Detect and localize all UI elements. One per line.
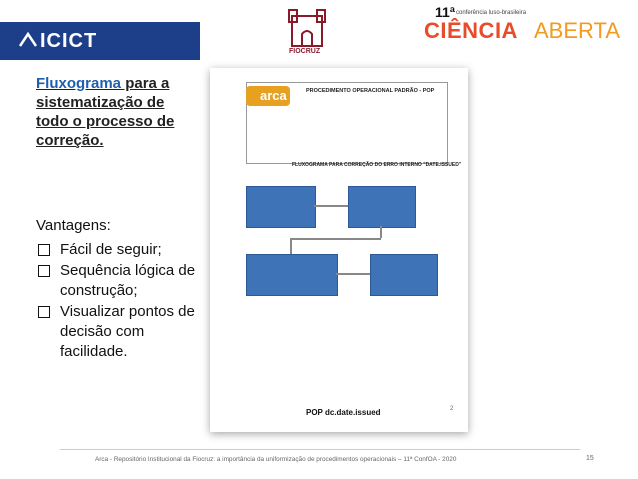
checkbox-bullet-icon (38, 306, 50, 318)
fiocruz-label: FIOCRUZ (289, 48, 321, 55)
flow-arrow (290, 238, 381, 240)
list-item-text: Sequência lógica de construção; (60, 262, 196, 299)
document-title: PROCEDIMENTO OPERACIONAL PADRÃO - POP (306, 88, 435, 94)
slide-page-number: 15 (586, 455, 594, 462)
flow-arrow (314, 205, 348, 207)
slide-title (36, 74, 196, 150)
checkbox-bullet-icon (38, 244, 50, 256)
conference-number: 11ª (435, 4, 455, 20)
document-preview (210, 68, 468, 432)
list-item-text: Visualizar pontos de decisão com facilidade. (60, 303, 195, 360)
advantages-list (36, 240, 206, 363)
title-rest: para a sistematização de todo o processo de correção. (36, 75, 175, 149)
flow-arrow (380, 226, 382, 238)
flow-arrow (290, 238, 292, 254)
list-item-text: Fácil de seguir; (60, 241, 162, 258)
arca-logo-text: arca (260, 88, 287, 103)
advantages-heading: Vantagens: (36, 217, 111, 234)
flow-box-4 (370, 254, 438, 296)
flow-box-1 (246, 186, 316, 228)
document-page-number: 2 (450, 406, 454, 412)
flowchart-heading: FLUXOGRAMA PARA CORREÇÃO DO ERRO INTERNO "DATE.ISSUED" (292, 162, 462, 168)
list-item (36, 261, 206, 301)
conference-subtitle: conferência luso-brasileira (456, 10, 527, 16)
conference-word-ciencia: CIÊNCIA (424, 18, 518, 43)
flow-box-2 (348, 186, 416, 228)
flow-box-3 (246, 254, 338, 296)
footer-text: Arca - Repositório Institucional da Fiocruz: a importância da uniformização de procedimentos operacionais – 11ª ConfOA - 2020 (95, 456, 457, 463)
checkbox-bullet-icon (38, 265, 50, 277)
icict-logo-icon (18, 30, 38, 48)
list-item (36, 240, 206, 260)
footer-divider (60, 449, 580, 450)
conference-word-aberta: ABERTA (534, 18, 620, 43)
title-highlight: Fluxograma (36, 75, 122, 92)
list-item (36, 302, 206, 362)
flow-arrow (336, 273, 370, 275)
icict-label: ICICT (40, 30, 98, 52)
document-caption: POP dc.date.issued (306, 408, 381, 417)
header (0, 0, 638, 62)
